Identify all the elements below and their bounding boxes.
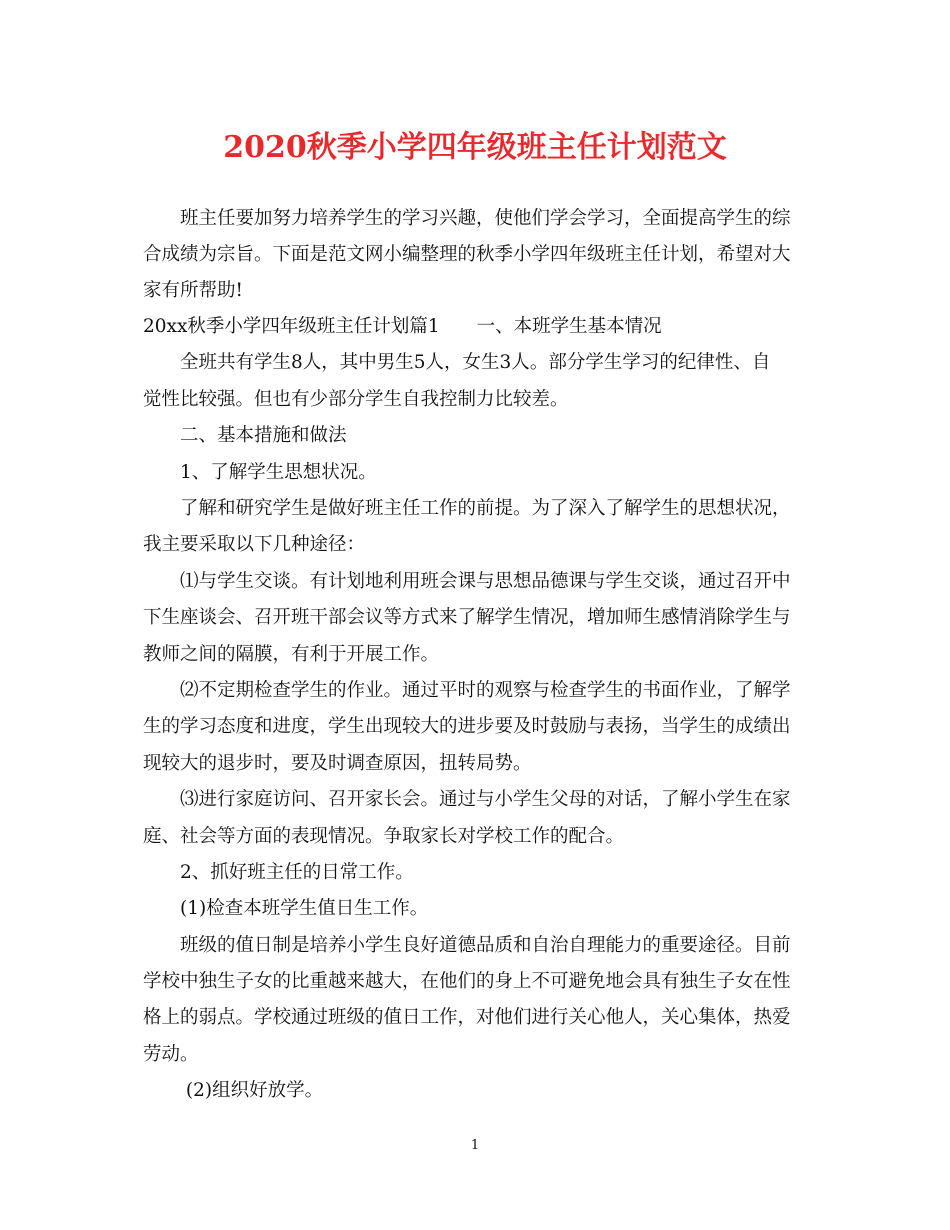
text-line: 生的学习态度和进度，学生出现较大的进步要及时鼓励与表扬，当学生的成绩出 xyxy=(143,716,791,737)
text-line: 学校中独生子女的比重越来越大，在他们的身上不可避免地会具有独生子女在性 xyxy=(143,971,791,992)
text-line: 1、了解学生思想状况。 xyxy=(143,462,377,483)
text-line: ⑵不定期检查学生的作业。通过平时的观察与检查学生的书面作业，了解学 xyxy=(143,680,791,701)
text-line: 全班共有学生8人，其中男生5人，女生3人。部分学生学习的纪律性、自 xyxy=(143,352,771,373)
text-line: 我主要采取以下几种途径： xyxy=(143,534,366,555)
text-line: 下生座谈会、召开班干部会议等方式来了解学生情况，增加师生感情消除学生与 xyxy=(143,607,791,628)
text-line: ⑴与学生交谈。有计划地利用班会课与思想品德课与学生交谈，通过召开中 xyxy=(143,571,791,592)
text-line: 格上的弱点。学校通过班级的值日工作，对他们进行关心他人，关心集体，热爱 xyxy=(143,1007,791,1028)
text-line: (2)组织好放学。 xyxy=(143,1080,324,1101)
text-line: ⑶进行家庭访问、召开家长会。通过与小学生父母的对话，了解小学生在家 xyxy=(143,789,791,810)
text-line: 庭、社会等方面的表现情况。争取家长对学校工作的配合。 xyxy=(143,826,625,847)
text-line: 劳动。 xyxy=(143,1044,199,1065)
text-line: 合成绩为宗旨。下面是范文网小编整理的秋季小学四年级班主任计划，希望对大 xyxy=(143,244,791,265)
text-line: 教师之间的隔膜，有利于开展工作。 xyxy=(143,644,440,665)
document-title: 2020秋季小学四年级班主任计划范文 xyxy=(223,130,727,165)
text-line: 班级的值日制是培养小学生良好道德品质和自治自理能力的重要途径。目前 xyxy=(143,935,791,956)
text-line: 家有所帮助! xyxy=(143,280,243,301)
text-line: 2、抓好班主任的日常工作。 xyxy=(143,862,414,883)
text-line: (1)检查本班学生值日生工作。 xyxy=(143,898,429,919)
text-line: 觉性比较强。但也有少部分学生自我控制力比较差。 xyxy=(143,389,569,410)
text-line: 现较大的退步时，要及时调查原因，扭转局势。 xyxy=(143,753,532,774)
text-line: 20xx秋季小学四年级班主任计划篇1 一、本班学生基本情况 xyxy=(143,316,662,337)
text-line: 班主任要加努力培养学生的学习兴趣，使他们学会学习，全面提高学生的综 xyxy=(143,208,791,229)
text-line: 了解和研究学生是做好班主任工作的前提。为了深入了解学生的思想状况， xyxy=(143,498,791,519)
text-line: 二、基本措施和做法 xyxy=(143,425,347,446)
page-number: 1 xyxy=(470,1138,480,1153)
